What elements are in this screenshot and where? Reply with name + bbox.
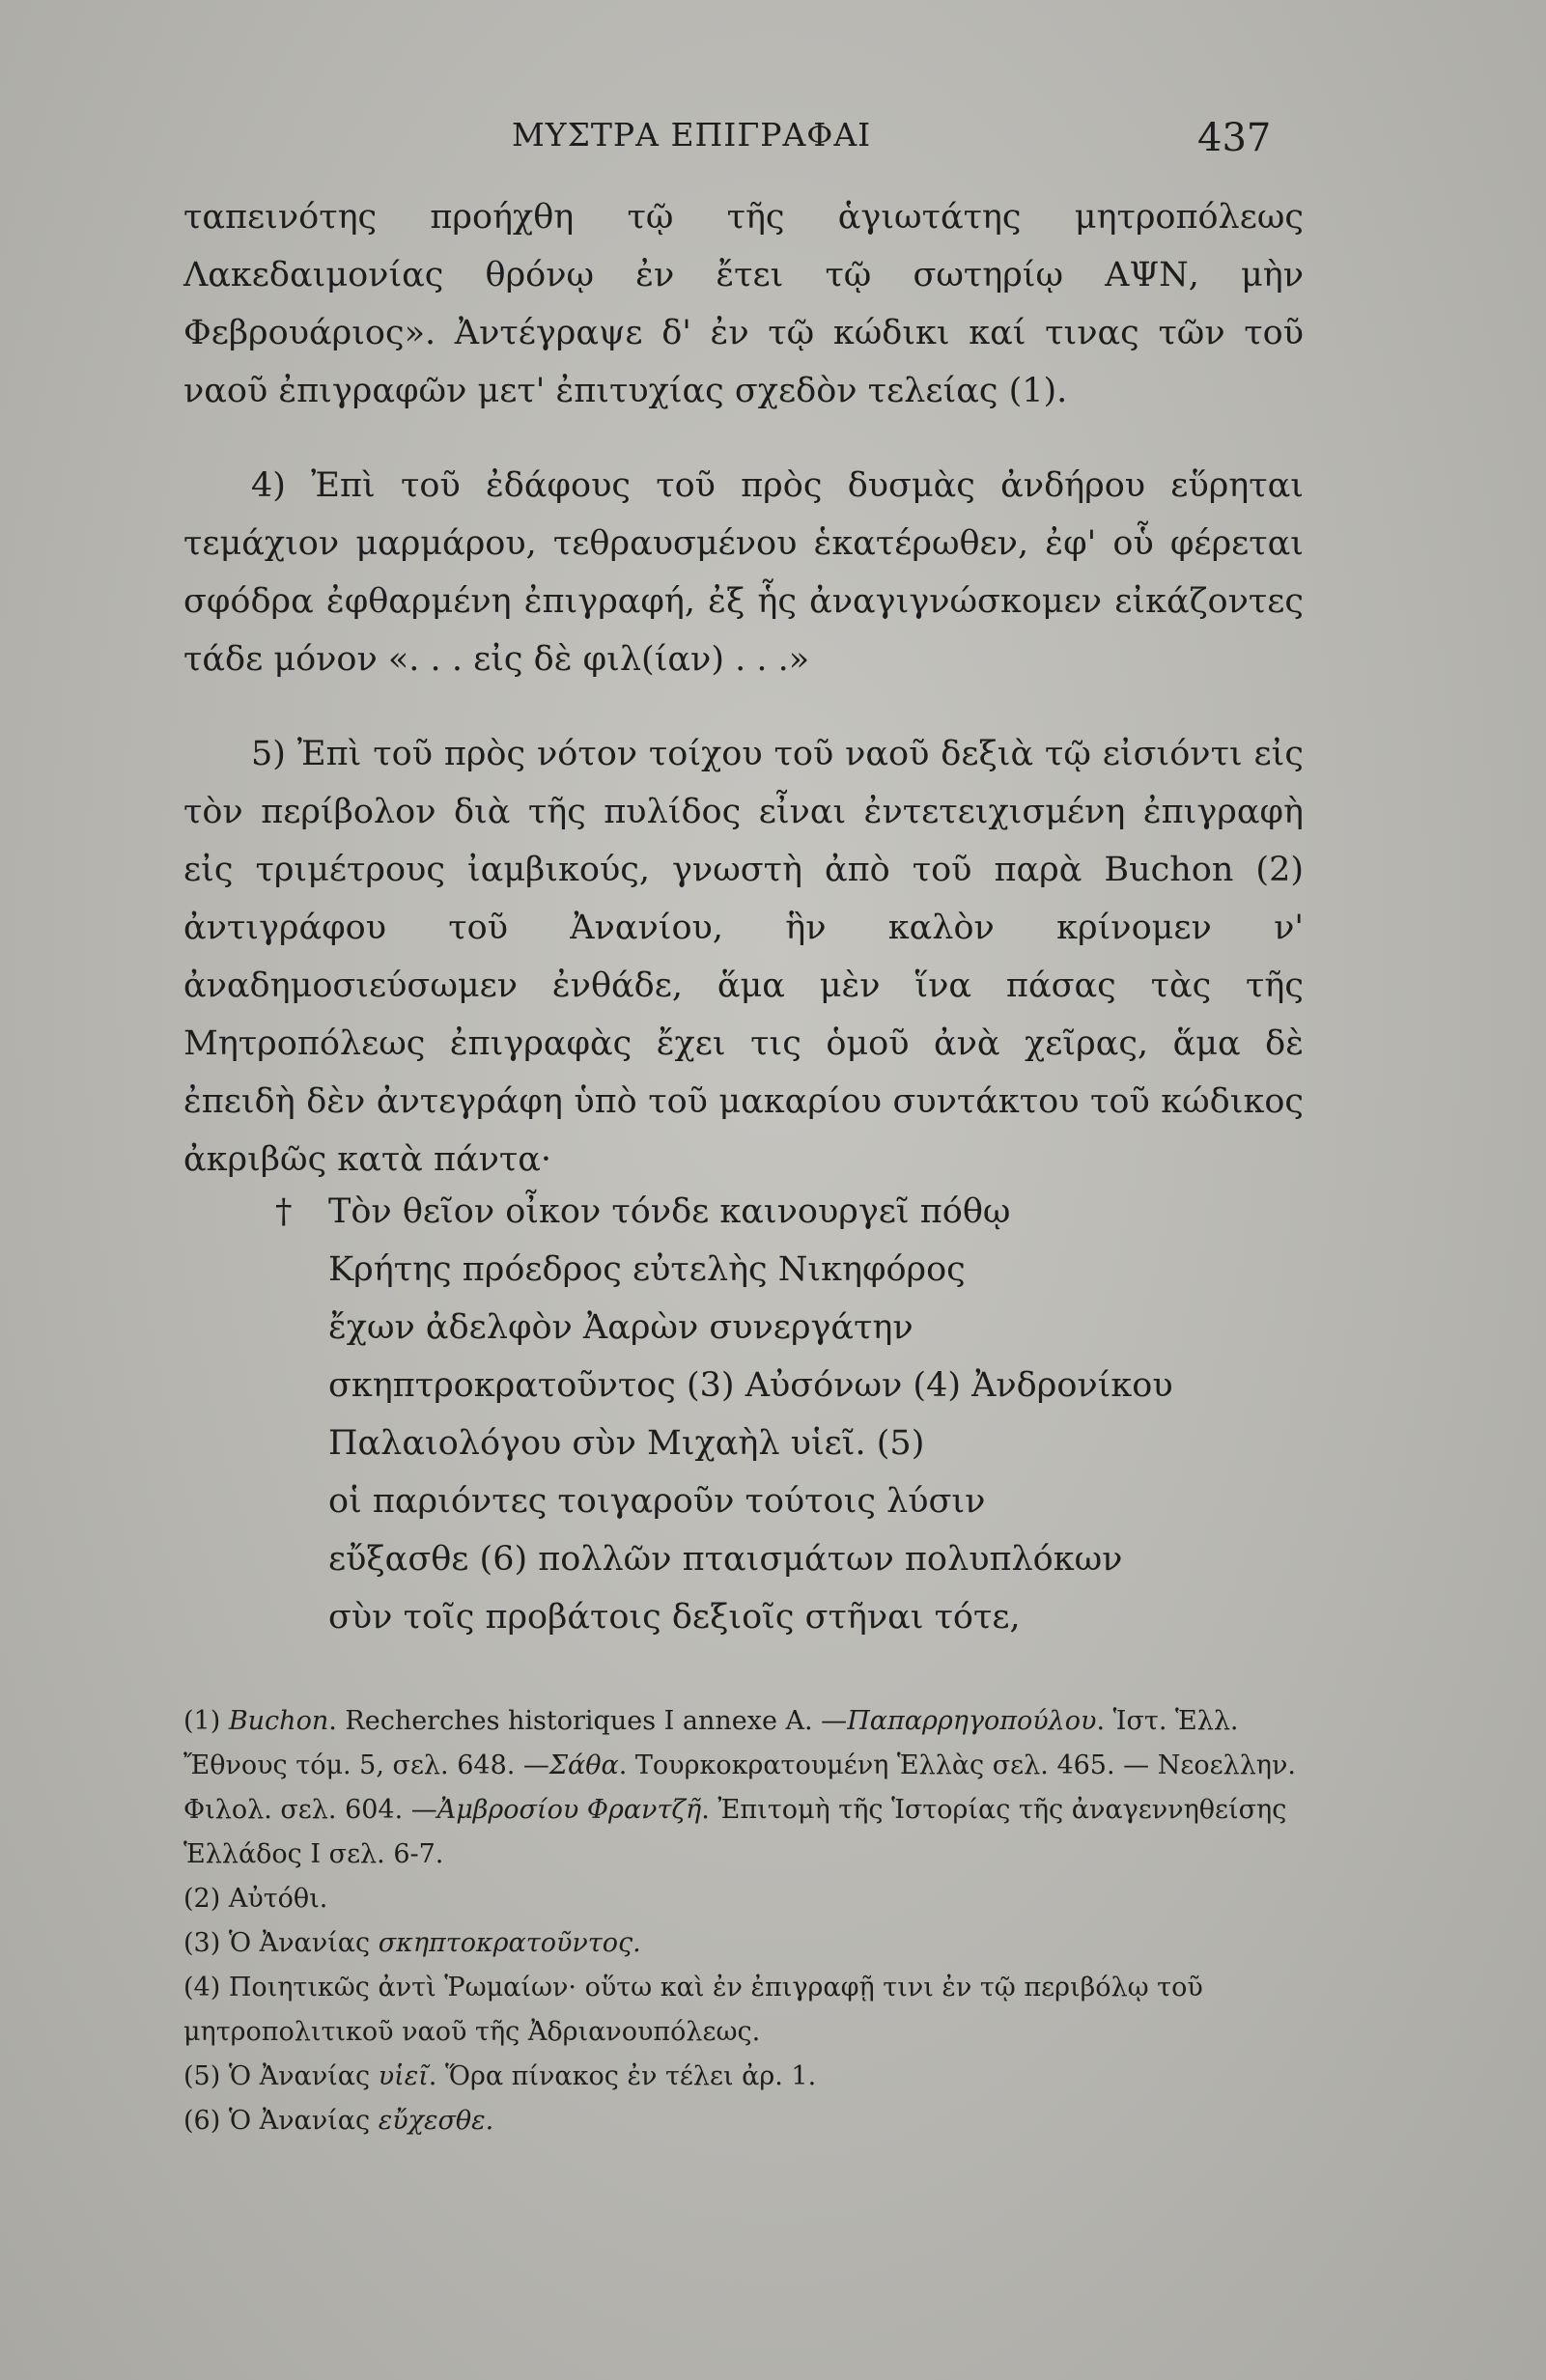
footnote-6 [183,2099,1304,2143]
footnote-marker: (1) [183,1706,229,1736]
footnote-author: Παπαρρηγοπούλου [847,1706,1097,1736]
footnote-text: . Τουρκοκρατουμένη Ἑλλὰς σελ. 465. — Νεοελλην. Φιλολ. σελ. 604. — [183,1750,1296,1825]
footnote-2: (2) Αὐτόθι. [183,1884,328,1914]
footnote-5 [183,2055,1304,2099]
footnote-3 [183,1921,1304,1966]
poem-line: εὔξασθε (6) πολλῶν πταισμάτων πολυπλόκων [328,1540,1123,1579]
footnote-quote: σκηπτοκρατοῦντος. [378,1928,641,1958]
footnote-author: Σάθα [548,1750,619,1780]
cross-icon: † [275,1192,293,1231]
paragraph-text: ταπεινότης προήχθη τῷ τῆς ἁγιωτάτης μητροπόλεως Λακεδαιμονίας θρόνῳ ἐν ἔτει τῷ σωτηρίῳ ΑΨΝ, μὴν Φεβρουάριος». Ἀντέγραψε δ' ἐν τῷ κώδικι καί τινας τῶν τοῦ ναοῦ ἐπιγραφῶν μετ' ἐπιτυχίας σχεδὸν τελείας (1). [183,198,1304,410]
poem-line: σὺν τοῖς προβάτοις δεξιοῖς στῆναι τότε, [328,1598,1021,1637]
main-text [183,188,1304,1225]
poem-line: ἔχων ἀδελφὸν Ἀαρὼν συνεργάτην [328,1308,914,1347]
paragraph-continued [183,188,1304,420]
footnote-author: Ἀμβροσίου Φραντζῆ [436,1795,702,1825]
footnote-text: . Ἐπιτομὴ τῆς Ἱστορίας τῆς ἀναγεννηθείσης Ἑλλάδος I σελ. 6-7. [183,1795,1287,1869]
poem-line-text: Τὸν θεῖον οἶκον τόνδε καινουργεῖ πόθῳ [328,1192,1011,1231]
footnote-quote: υἱεῖ [378,2061,429,2091]
footnote-text: . Ἱστ. Ἑλλ. Ἔθνους τόμ. 5, σελ. 648. — [183,1706,1239,1780]
footnote-text: (5) Ὁ Ἀνανίας [183,2061,379,2091]
footnote-1 [183,1699,1304,1877]
paragraph-text: 4) Ἐπὶ τοῦ ἐδάφους τοῦ πρὸς δυσμὰς ἀνδήρου εὕρηται τεμάχιον μαρμάρου, τεθραυσμένου ἑκατέρωθεν, ἐφ' οὗ φέρεται σφόδρα ἐφθαρμένη ἐπιγραφή, ἐξ ἧς ἀναγιγνώσκομεν εἰκάζοντες τάδε μόνον «. . . εἰς δὲ φιλ(ίαν) . . .» [183,466,1304,679]
poem-line: Παλαιολόγου σὺν Μιχαὴλ υἱεῖ. (5) [328,1424,925,1463]
poem-line: Κρήτης πρόεδρος εὐτελὴς Νικηφόρος [328,1250,966,1289]
footnote-text: (3) Ὁ Ἀνανίας [183,1928,379,1958]
poem-line: οἱ παριόντες τοιγαροῦν τούτοις λύσιν [328,1482,986,1521]
page-header [0,116,1546,174]
paragraph-4 [183,457,1304,688]
paragraph-5 [183,725,1304,1189]
footnote-text: . Recherches historiques I annexe A. — [328,1706,848,1736]
inscription-poem [275,1183,1197,1646]
footnote-text: (6) Ὁ Ἀνανίας [183,2106,379,2136]
paragraph-text: 5) Ἐπὶ τοῦ πρὸς νότον τοίχου τοῦ ναοῦ δεξιὰ τῷ εἰσιόντι εἰς τὸν περίβολον διὰ τῆς πυλίδος εἶναι ἐντετειχισμένη ἐπιγραφὴ εἰς τριμέτρους ἰαμβικούς, γνωστὴ ἀπὸ τοῦ παρὰ Buchon (2) ἀντιγράφου τοῦ Ἀνανίου, ἣν καλὸν κρίνομεν ν' ἀναδημοσιεύσωμεν ἐνθάδε, ἅμα μὲν ἵνα πάσας τὰς τῆς Μητροπόλεως ἐπιγραφὰς ἔχει τις ὁμοῦ ἀνὰ χεῖρας, ἅμα δὲ ἐπειδὴ δὲν ἀντεγράφη ὑπὸ τοῦ μακαρίου συντάκτου τοῦ κώδικος ἀκριβῶς κατὰ πάντα· [183,735,1304,1179]
footnote-text: . Ὅρα πίνακος ἐν τέλει ἀρ. 1. [428,2061,817,2091]
running-title: ΜΥΣΤΡΑ ΕΠΙΓΡΑΦΑΙ [512,116,872,154]
footnote-4: (4) Ποιητικῶς ἀντὶ Ῥωμαίων· οὕτω καὶ ἐν ἐπιγραφῇ τινι ἐν τῷ περιβόλῳ τοῦ μητροπολιτικοῦ ναοῦ τῆς Ἀδριανουπόλεως. [183,1973,1203,2047]
poem-line [275,1183,1197,1241]
footnote-author: Buchon [228,1706,329,1736]
page-number: 437 [1197,116,1272,160]
footnotes [183,1699,1304,2143]
poem-line: σκηπτροκρατοῦντος (3) Αὐσόνων (4) Ἀνδρονίκου [328,1366,1173,1405]
footnote-quote: εὔχεσθε. [378,2106,494,2136]
